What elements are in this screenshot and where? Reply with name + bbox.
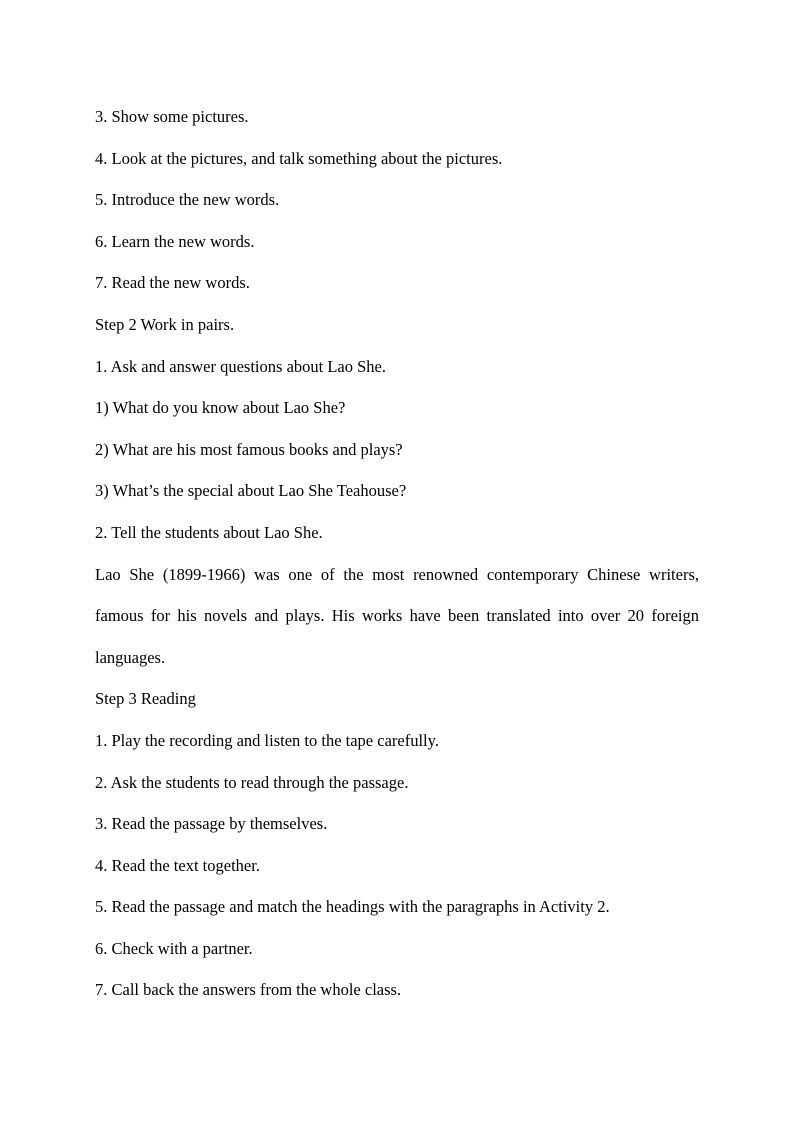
list-item: 2. Tell the students about Lao She. [95,522,323,542]
step-heading: Step 3 Reading [95,689,196,709]
list-item: 5. Read the passage and match the headings with the paragraphs in Activity 2. [95,897,610,917]
list-item: 3. Read the passage by themselves. [95,814,328,834]
list-item: 6. Check with a partner. [95,938,253,958]
question-item: 1) What do you know about Lao She? [95,398,346,418]
list-item: 4. Read the text together. [95,855,260,875]
step-heading: Step 2 Work in pairs. [95,314,235,334]
list-item: 3. Show some pictures. [95,107,249,126]
list-item: 7. Read the new words. [95,273,250,293]
list-item: 6. Learn the new words. [95,231,255,251]
lao-she-paragraph: Lao She (1899-1966) was one of the most renowned contemporary Chinese writers, famous for his novels and plays. His works have been translated into over 20 foreign languages. [95,564,699,667]
list-item: 5. Introduce the new words. [95,190,280,210]
document-body [95,96,699,1011]
list-item: 1. Ask and answer questions about Lao She. [95,356,386,376]
list-item: 7. Call back the answers from the whole class. [95,980,402,1000]
list-item: 1. Play the recording and listen to the tape carefully. [95,730,439,750]
question-item: 3) What’s the special about Lao She Teahouse? [95,481,407,501]
question-item: 2) What are his most famous books and plays? [95,439,403,459]
list-item: 2. Ask the students to read through the passage. [95,772,409,792]
list-item: 4. Look at the pictures, and talk something about the pictures. [95,148,503,168]
